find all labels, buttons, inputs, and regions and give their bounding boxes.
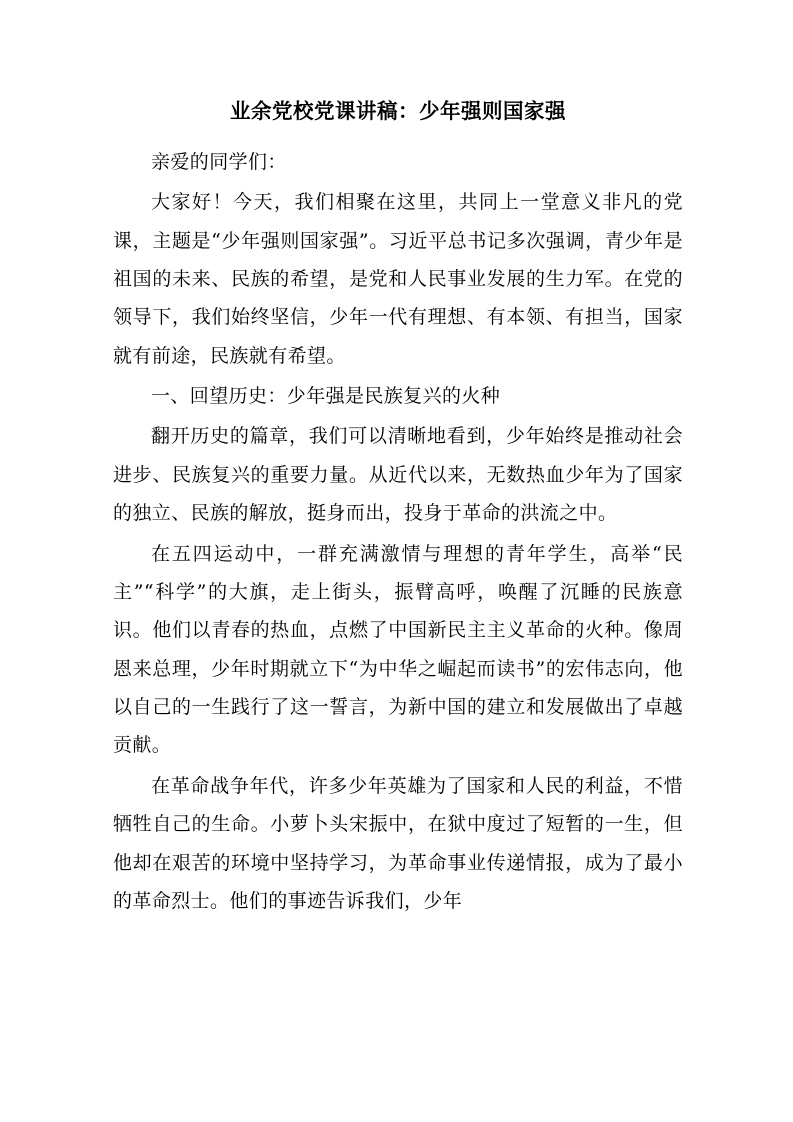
page-title: 业余党校党课讲稿：少年强则国家强 [230, 99, 566, 123]
paragraph-opening: 大家好！今天，我们相聚在这里，共同上一堂意义非凡的党课，主题是“少年强则国家强”。习近平总书记多次强调，青少年是祖国的未来、民族的希望，是党和人民事业发展的生力军。在党的领导下，我们始终坚信，少年一代有理想、有本领、有担当，国家就有前途，民族就有希望。 [113, 191, 683, 367]
paragraph-history-2: 在五四运动中，一群充满激情与理想的青年学生，高举“民主”“科学”的大旗，走上街头，振臂高呼，唤醒了沉睡的民族意识。他们以青春的热血，点燃了中国新民主主义革命的火种。像周恩来总理，少年时期就立下“为中华之崛起而读书”的宏伟志向，他以自己的一生践行了这一誓言，为新中国的建立和发展做出了卓越贡献。 [113, 542, 683, 757]
document-body [113, 96, 683, 922]
paragraph-salutation: 亲爱的同学们： [151, 150, 287, 173]
paragraph-history-3: 在革命战争年代，许多少年英雄为了国家和人民的利益，不惜牺牲自己的生命。小萝卜头宋振中，在狱中度过了短暂的一生，但他却在艰苦的环境中坚持学习，为革命事业传递情报，成为了最小的革命烈士。他们的事迹告诉我们，少年 [113, 774, 683, 912]
section-heading-1: 一、回望历史：少年强是民族复兴的火种 [151, 385, 501, 407]
paragraph-history-1: 翻开历史的篇章，我们可以清晰地看到，少年始终是推动社会进步、民族复兴的重要力量。从近代以来，无数热血少年为了国家的独立、民族的解放，挺身而出，投身于革命的洪流之中。 [113, 425, 683, 525]
